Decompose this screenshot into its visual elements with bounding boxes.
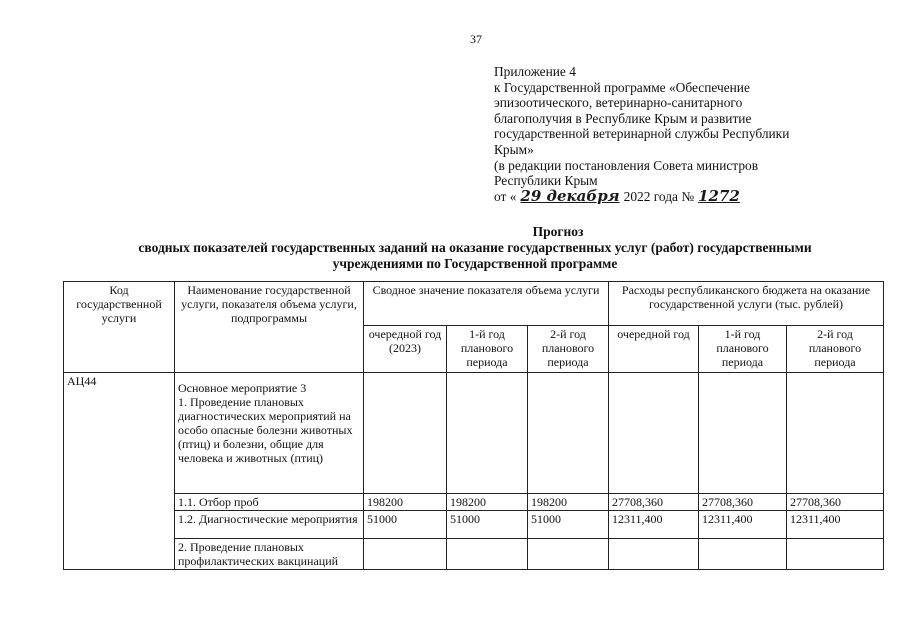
forecast-table (63, 281, 884, 570)
annex-line: Крым» (494, 141, 534, 157)
annex-line: государственной ветеринарной службы Республики (494, 126, 790, 142)
table-row (64, 539, 884, 570)
annex-line: (в редакции постановления Совета министров (494, 157, 759, 173)
annex-line: к Государственной программе «Обеспечение (494, 79, 750, 95)
annex-line: Приложение 4 (494, 64, 576, 79)
service-code: АЦ44 (64, 373, 175, 570)
row-value: 198200 (528, 494, 609, 511)
table-row (64, 494, 884, 511)
row-expense: 27708,360 (699, 494, 787, 511)
header-expenses: Расходы республиканского бюджета на оказание государственной услуги (тыс. рублей) (609, 282, 884, 326)
title-line-1: Прогноз (532, 224, 584, 239)
subheader: очередной год (2023) (364, 326, 447, 373)
row-expense (609, 539, 699, 570)
subheader: 2-й год планового периода (787, 326, 884, 373)
row-expense (699, 539, 787, 570)
row-value: 51000 (528, 511, 609, 539)
title-line-3: учреждениями по Государственной программе (332, 256, 618, 271)
handwritten-date: 29 декабря (520, 186, 620, 205)
row-value (528, 539, 609, 570)
subheader: 1-й год планового периода (699, 326, 787, 373)
annex-line: эпизоотического, ветеринарно-санитарного (494, 95, 743, 111)
row-value: 198200 (447, 494, 528, 511)
header-code: Код государственной услуги (64, 282, 175, 373)
date-year: 2022 года № (623, 188, 695, 204)
annex-line: благополучия в Республике Крым и развитие (494, 110, 752, 126)
row-expense: 12311,400 (609, 511, 699, 539)
table-row (64, 511, 884, 539)
subheader: 2-й год планового периода (528, 326, 609, 373)
annex-line: Республики Крым (494, 173, 598, 189)
row-value: 51000 (364, 511, 447, 539)
header-name: Наименование государственной услуги, показателя объема услуги, подпрограммы (175, 282, 364, 373)
title-line-2: сводных показателей государственных заданий на оказание государственных услуг (работ) государственными (138, 240, 812, 255)
row-value: 198200 (364, 494, 447, 511)
header-summary: Сводное значение показателя объема услуги (364, 282, 609, 326)
row-expense: 12311,400 (699, 511, 787, 539)
row-expense (787, 539, 884, 570)
main-activity-desc: 1. Проведение плановых диагностических мероприятий на особо опасные болезни животных (птиц) и болезни, общие для человека и животных (птиц) (178, 395, 353, 465)
row-value (364, 539, 447, 570)
annex-date-line (494, 186, 844, 205)
row-name: 1.2. Диагностические мероприятия (175, 511, 364, 539)
handwritten-number: 1272 (698, 186, 740, 205)
row-name: 1.1. Отбор проб (175, 494, 364, 511)
row-expense: 12311,400 (787, 511, 884, 539)
date-prefix: от « (494, 188, 517, 204)
row-value: 51000 (447, 511, 528, 539)
subheader: 1-й год планового периода (447, 326, 528, 373)
page-number: 37 (470, 32, 482, 46)
row-value (447, 539, 528, 570)
row-expense: 27708,360 (787, 494, 884, 511)
main-activity-cell (175, 373, 364, 494)
document-title (60, 224, 890, 272)
annex-block (494, 64, 844, 204)
row-name: 2. Проведение плановых профилактических вакцинаций (175, 539, 364, 570)
subheader: очередной год (609, 326, 699, 373)
main-activity-title: Основное мероприятие 3 (178, 381, 307, 395)
row-expense: 27708,360 (609, 494, 699, 511)
